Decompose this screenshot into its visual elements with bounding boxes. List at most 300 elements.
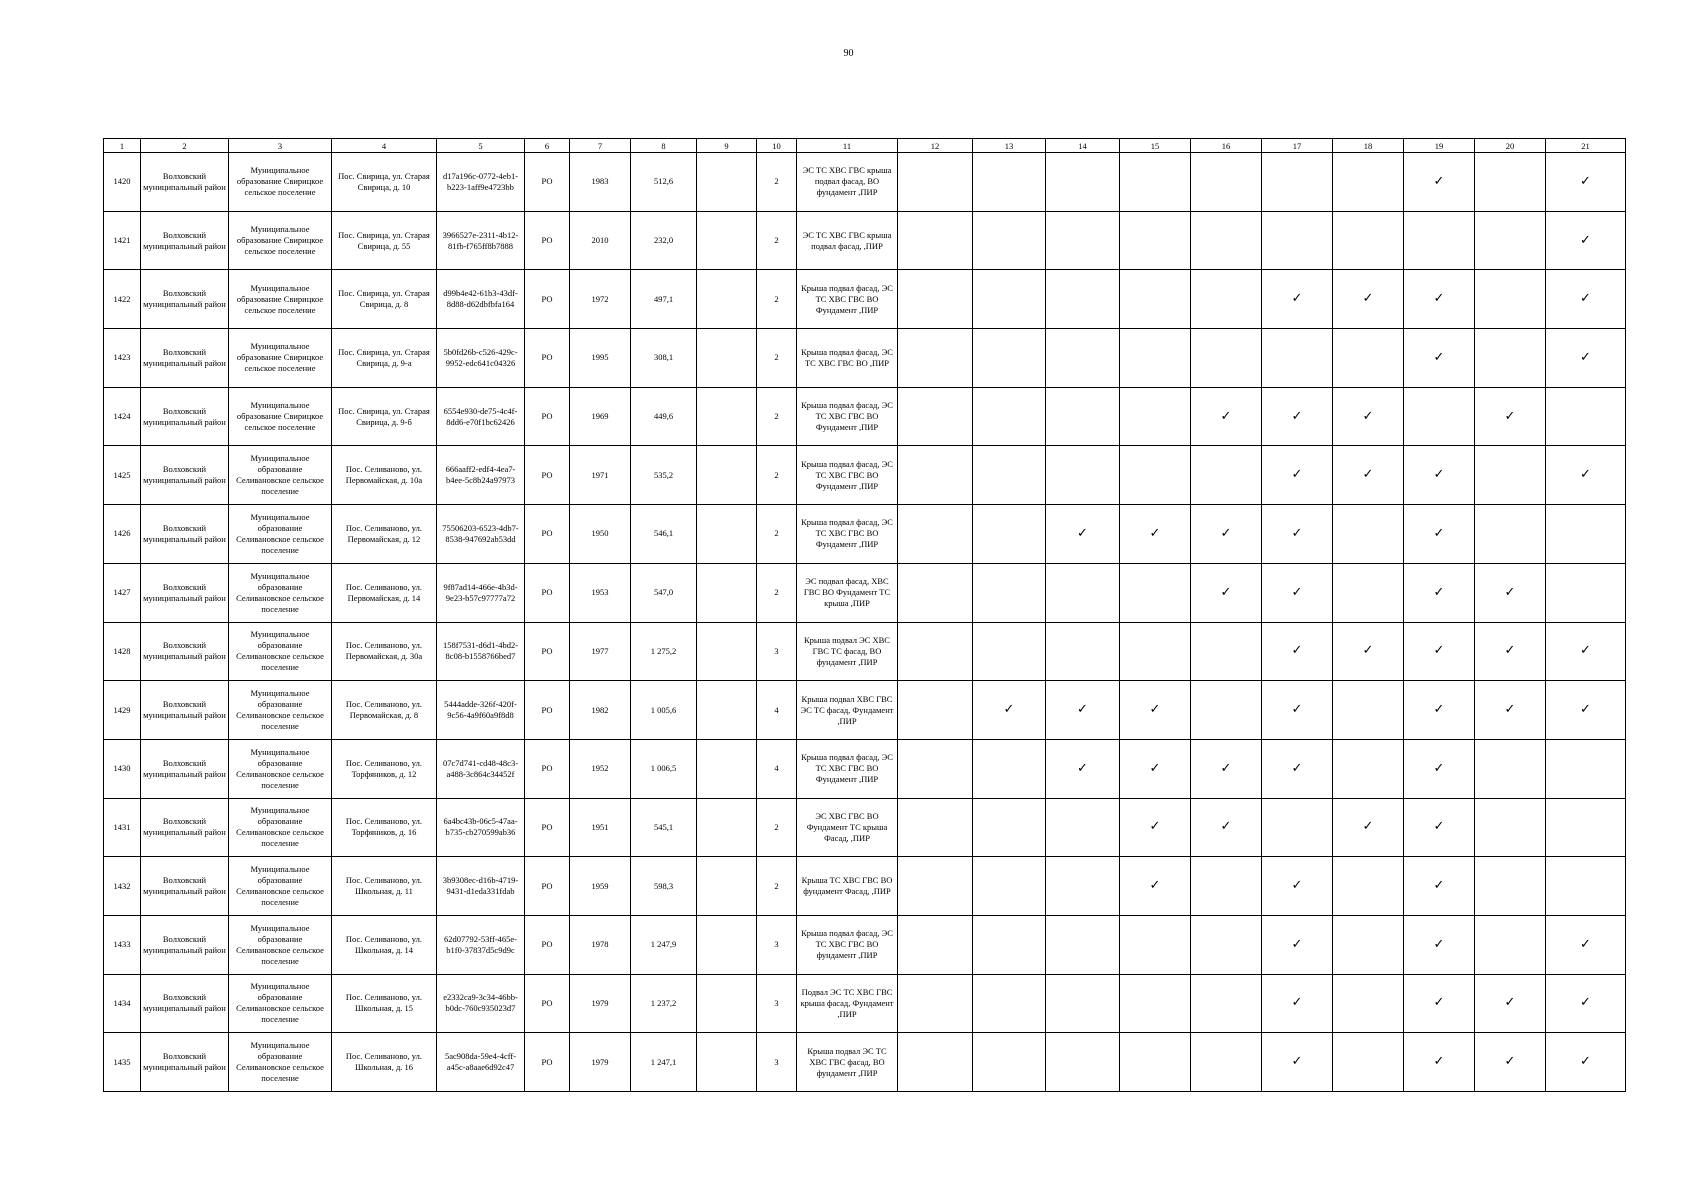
year-cell: 1979 bbox=[570, 974, 631, 1033]
work-column-17-cell bbox=[1262, 387, 1333, 446]
column-9-cell bbox=[697, 505, 757, 564]
column-header: 2 bbox=[141, 139, 229, 153]
work-column-20-cell bbox=[1475, 563, 1546, 622]
work-column-18-cell bbox=[1333, 563, 1404, 622]
row-number-cell: 1427 bbox=[104, 563, 141, 622]
settlement-cell: Муниципальное образование Селивановское сельское поселение bbox=[229, 974, 332, 1033]
type-cell: РО bbox=[525, 270, 570, 329]
district-cell: Волховский муниципальный район bbox=[141, 798, 229, 857]
check-mark-icon: ✓ bbox=[1077, 702, 1088, 718]
column-9-cell bbox=[697, 1033, 757, 1092]
check-mark-icon: ✓ bbox=[1291, 584, 1303, 600]
work-column-14-cell bbox=[1046, 798, 1120, 857]
work-column-14-cell bbox=[1046, 270, 1120, 329]
year-cell: 1950 bbox=[570, 505, 631, 564]
settlement-cell: Муниципальное образование Селивановское сельское поселение bbox=[229, 622, 332, 681]
table-row bbox=[104, 329, 1626, 388]
table-row bbox=[104, 270, 1626, 329]
district-cell: Волховский муниципальный район bbox=[141, 681, 229, 740]
works-cell: Крыша подвал ЭС ТС ХВС ГВС фасад, ВО фундамент ,ПИР bbox=[797, 1033, 898, 1092]
type-cell: РО bbox=[525, 857, 570, 916]
work-column-18-cell bbox=[1333, 681, 1404, 740]
work-column-21-cell bbox=[1546, 329, 1626, 388]
work-column-14-cell bbox=[1046, 739, 1120, 798]
work-column-13-cell bbox=[973, 739, 1046, 798]
column-10-cell: 3 bbox=[757, 622, 797, 681]
work-column-18-cell bbox=[1333, 798, 1404, 857]
work-column-21-cell bbox=[1546, 915, 1626, 974]
column-9-cell bbox=[697, 681, 757, 740]
table-row bbox=[104, 798, 1626, 857]
work-column-17-cell bbox=[1262, 329, 1333, 388]
column-10-cell: 2 bbox=[757, 211, 797, 270]
settlement-cell: Муниципальное образование Свирицкое сельское поселение bbox=[229, 211, 332, 270]
year-cell: 1983 bbox=[570, 153, 631, 212]
row-number-cell: 1431 bbox=[104, 798, 141, 857]
work-column-14-cell bbox=[1046, 446, 1120, 505]
type-cell: РО bbox=[525, 798, 570, 857]
work-column-16-cell bbox=[1191, 329, 1262, 388]
table-body bbox=[104, 153, 1626, 1092]
work-column-13-cell bbox=[973, 563, 1046, 622]
work-column-21-cell bbox=[1546, 739, 1626, 798]
work-column-13-cell bbox=[973, 915, 1046, 974]
work-column-12-cell bbox=[898, 387, 973, 446]
table-row bbox=[104, 739, 1626, 798]
guid-cell: 9f87ad14-466e-4b3d-9e23-b57c97777a72 bbox=[437, 563, 525, 622]
work-column-16-cell bbox=[1191, 974, 1262, 1033]
work-column-13-cell bbox=[973, 1033, 1046, 1092]
column-header: 8 bbox=[631, 139, 697, 153]
work-column-19-cell bbox=[1404, 211, 1475, 270]
work-column-21-cell bbox=[1546, 681, 1626, 740]
works-cell: Крыша подвал фасад, ЭС ТС ХВС ГВС ВО Фундамент ,ПИР bbox=[797, 446, 898, 505]
column-9-cell bbox=[697, 387, 757, 446]
works-cell: Крыша подвал фасад, ЭС ТС ХВС ГВС ВО фундамент ,ПИР bbox=[797, 915, 898, 974]
work-column-16-cell bbox=[1191, 563, 1262, 622]
check-mark-icon: ✓ bbox=[1433, 760, 1445, 776]
work-column-13-cell bbox=[973, 270, 1046, 329]
check-mark-icon: ✓ bbox=[1362, 819, 1374, 835]
settlement-cell: Муниципальное образование Селивановское сельское поселение bbox=[229, 563, 332, 622]
work-column-17-cell bbox=[1262, 681, 1333, 740]
check-mark-icon: ✓ bbox=[1504, 584, 1516, 600]
check-mark-icon: ✓ bbox=[1433, 936, 1445, 952]
check-mark-icon: ✓ bbox=[1580, 349, 1591, 365]
settlement-cell: Муниципальное образование Селивановское сельское поселение bbox=[229, 915, 332, 974]
column-9-cell bbox=[697, 857, 757, 916]
work-column-17-cell bbox=[1262, 974, 1333, 1033]
check-mark-icon: ✓ bbox=[1149, 819, 1161, 835]
column-header: 1 bbox=[104, 139, 141, 153]
work-column-19-cell bbox=[1404, 915, 1475, 974]
work-column-17-cell bbox=[1262, 915, 1333, 974]
check-mark-icon: ✓ bbox=[1220, 525, 1232, 541]
column-header: 6 bbox=[525, 139, 570, 153]
district-cell: Волховский муниципальный район bbox=[141, 505, 229, 564]
check-mark-icon: ✓ bbox=[1580, 173, 1591, 189]
check-mark-icon: ✓ bbox=[1362, 291, 1374, 307]
work-column-20-cell bbox=[1475, 387, 1546, 446]
area-cell: 547,0 bbox=[631, 563, 697, 622]
column-9-cell bbox=[697, 798, 757, 857]
check-mark-icon: ✓ bbox=[1433, 467, 1445, 483]
work-column-21-cell bbox=[1546, 798, 1626, 857]
row-number-cell: 1423 bbox=[104, 329, 141, 388]
guid-cell: 666aaff2-edf4-4ea7-b4ee-5c8b24a97973 bbox=[437, 446, 525, 505]
area-cell: 598,3 bbox=[631, 857, 697, 916]
work-column-17-cell bbox=[1262, 153, 1333, 212]
work-column-18-cell bbox=[1333, 1033, 1404, 1092]
work-column-15-cell bbox=[1120, 329, 1191, 388]
type-cell: РО bbox=[525, 329, 570, 388]
work-column-19-cell bbox=[1404, 563, 1475, 622]
work-column-15-cell bbox=[1120, 1033, 1191, 1092]
district-cell: Волховский муниципальный район bbox=[141, 563, 229, 622]
type-cell: РО bbox=[525, 1033, 570, 1092]
guid-cell: 6a4bc43b-06c5-47aa-b735-cb270599ab36 bbox=[437, 798, 525, 857]
work-column-12-cell bbox=[898, 1033, 973, 1092]
work-column-21-cell bbox=[1546, 857, 1626, 916]
column-9-cell bbox=[697, 915, 757, 974]
work-column-12-cell bbox=[898, 915, 973, 974]
work-column-19-cell bbox=[1404, 270, 1475, 329]
column-10-cell: 3 bbox=[757, 915, 797, 974]
check-mark-icon: ✓ bbox=[1291, 760, 1303, 776]
column-9-cell bbox=[697, 739, 757, 798]
work-column-19-cell bbox=[1404, 505, 1475, 564]
works-cell: Крыша подвал фасад, ЭС ТС ХВС ГВС ВО Фундамент ,ПИР bbox=[797, 505, 898, 564]
work-column-17-cell bbox=[1262, 563, 1333, 622]
guid-cell: 07c7d741-cd48-48c3-a488-3c864c34452f bbox=[437, 739, 525, 798]
work-column-19-cell bbox=[1404, 387, 1475, 446]
area-cell: 535,2 bbox=[631, 446, 697, 505]
guid-cell: 5b0fd26b-c526-429c-9952-edc641c04326 bbox=[437, 329, 525, 388]
year-cell: 1979 bbox=[570, 1033, 631, 1092]
check-mark-icon: ✓ bbox=[1291, 936, 1303, 952]
work-column-17-cell bbox=[1262, 622, 1333, 681]
address-cell: Пос. Селиваново, ул. Школьная, д. 16 bbox=[332, 1033, 437, 1092]
column-header: 4 bbox=[332, 139, 437, 153]
column-9-cell bbox=[697, 974, 757, 1033]
work-column-21-cell bbox=[1546, 974, 1626, 1033]
year-cell: 1951 bbox=[570, 798, 631, 857]
work-column-13-cell bbox=[973, 505, 1046, 564]
work-column-14-cell bbox=[1046, 211, 1120, 270]
district-cell: Волховский муниципальный район bbox=[141, 974, 229, 1033]
column-10-cell: 2 bbox=[757, 153, 797, 212]
area-cell: 512,6 bbox=[631, 153, 697, 212]
works-cell: ЭС подвал фасад, ХВС ГВС ВО Фундамент ТС крыша ,ПИР bbox=[797, 563, 898, 622]
check-mark-icon: ✓ bbox=[1149, 760, 1161, 776]
guid-cell: 5444adde-326f-420f-9c56-4a9f60a9f8d8 bbox=[437, 681, 525, 740]
work-column-19-cell bbox=[1404, 681, 1475, 740]
column-10-cell: 4 bbox=[757, 739, 797, 798]
works-cell: Крыша подвал фасад, ЭС ТС ХВС ГВС ВО ,ПИР bbox=[797, 329, 898, 388]
work-column-14-cell bbox=[1046, 681, 1120, 740]
work-column-14-cell bbox=[1046, 974, 1120, 1033]
check-mark-icon: ✓ bbox=[1291, 525, 1303, 541]
work-column-18-cell bbox=[1333, 974, 1404, 1033]
work-column-20-cell bbox=[1475, 505, 1546, 564]
work-column-20-cell bbox=[1475, 915, 1546, 974]
check-mark-icon: ✓ bbox=[1149, 878, 1161, 894]
column-10-cell: 2 bbox=[757, 446, 797, 505]
work-column-20-cell bbox=[1475, 681, 1546, 740]
work-column-21-cell bbox=[1546, 563, 1626, 622]
work-column-18-cell bbox=[1333, 329, 1404, 388]
column-9-cell bbox=[697, 211, 757, 270]
works-cell: Крыша подвал фасад, ЭС ТС ХВС ГВС ВО Фундамент ,ПИР bbox=[797, 739, 898, 798]
work-column-19-cell bbox=[1404, 1033, 1475, 1092]
work-column-15-cell bbox=[1120, 622, 1191, 681]
type-cell: РО bbox=[525, 681, 570, 740]
work-column-21-cell bbox=[1546, 270, 1626, 329]
work-column-13-cell bbox=[973, 622, 1046, 681]
address-cell: Пос. Свирица, ул. Старая Свирица, д. 9-а bbox=[332, 329, 437, 388]
area-cell: 1 005,6 bbox=[631, 681, 697, 740]
district-cell: Волховский муниципальный район bbox=[141, 1033, 229, 1092]
row-number-cell: 1425 bbox=[104, 446, 141, 505]
work-column-20-cell bbox=[1475, 857, 1546, 916]
column-10-cell: 2 bbox=[757, 270, 797, 329]
header-row bbox=[104, 139, 1626, 153]
work-column-17-cell bbox=[1262, 446, 1333, 505]
column-header: 3 bbox=[229, 139, 332, 153]
works-cell: Крыша ТС ХВС ГВС ВО фундамент Фасад, ,ПИР bbox=[797, 857, 898, 916]
column-header: 15 bbox=[1120, 139, 1191, 153]
check-mark-icon: ✓ bbox=[1504, 643, 1516, 659]
row-number-cell: 1422 bbox=[104, 270, 141, 329]
year-cell: 1995 bbox=[570, 329, 631, 388]
district-cell: Волховский муниципальный район bbox=[141, 211, 229, 270]
work-column-15-cell bbox=[1120, 153, 1191, 212]
work-column-18-cell bbox=[1333, 446, 1404, 505]
work-column-16-cell bbox=[1191, 857, 1262, 916]
work-column-18-cell bbox=[1333, 857, 1404, 916]
row-number-cell: 1428 bbox=[104, 622, 141, 681]
work-column-18-cell bbox=[1333, 270, 1404, 329]
table-row bbox=[104, 622, 1626, 681]
column-header: 16 bbox=[1191, 139, 1262, 153]
row-number-cell: 1432 bbox=[104, 857, 141, 916]
work-column-16-cell bbox=[1191, 446, 1262, 505]
table-row bbox=[104, 446, 1626, 505]
work-column-16-cell bbox=[1191, 798, 1262, 857]
settlement-cell: Муниципальное образование Свирицкое сельское поселение bbox=[229, 270, 332, 329]
check-mark-icon: ✓ bbox=[1220, 760, 1232, 776]
address-cell: Пос. Свирица, ул. Старая Свирица, д. 55 bbox=[332, 211, 437, 270]
district-cell: Волховский муниципальный район bbox=[141, 153, 229, 212]
check-mark-icon: ✓ bbox=[1433, 995, 1445, 1011]
address-cell: Пос. Селиваново, ул. Первомайская, д. 10а bbox=[332, 446, 437, 505]
check-mark-icon: ✓ bbox=[1291, 878, 1303, 894]
column-header: 7 bbox=[570, 139, 631, 153]
work-column-15-cell bbox=[1120, 563, 1191, 622]
year-cell: 1978 bbox=[570, 915, 631, 974]
work-column-18-cell bbox=[1333, 739, 1404, 798]
column-10-cell: 3 bbox=[757, 974, 797, 1033]
year-cell: 1971 bbox=[570, 446, 631, 505]
work-column-16-cell bbox=[1191, 915, 1262, 974]
settlement-cell: Муниципальное образование Селивановское сельское поселение bbox=[229, 857, 332, 916]
check-mark-icon: ✓ bbox=[1433, 173, 1445, 189]
column-header: 17 bbox=[1262, 139, 1333, 153]
guid-cell: 62d07792-53ff-465e-b1f0-37837d5c9d9c bbox=[437, 915, 525, 974]
works-cell: Крыша подвал ЭС ХВС ГВС ТС фасад, ВО фундамент ,ПИР bbox=[797, 622, 898, 681]
work-column-17-cell bbox=[1262, 270, 1333, 329]
address-cell: Пос. Селиваново, ул. Первомайская, д. 12 bbox=[332, 505, 437, 564]
check-mark-icon: ✓ bbox=[1433, 525, 1445, 541]
row-number-cell: 1421 bbox=[104, 211, 141, 270]
table-row bbox=[104, 857, 1626, 916]
column-9-cell bbox=[697, 270, 757, 329]
address-cell: Пос. Селиваново, ул. Первомайская, д. 8 bbox=[332, 681, 437, 740]
check-mark-icon: ✓ bbox=[1291, 467, 1303, 483]
guid-cell: 5ac908da-59e4-4cff-a45c-a8aae6d92c47 bbox=[437, 1033, 525, 1092]
check-mark-icon: ✓ bbox=[1504, 1054, 1516, 1070]
work-column-13-cell bbox=[973, 329, 1046, 388]
check-mark-icon: ✓ bbox=[1433, 584, 1445, 600]
table-row bbox=[104, 974, 1626, 1033]
check-mark-icon: ✓ bbox=[1433, 643, 1445, 659]
check-mark-icon: ✓ bbox=[1220, 584, 1232, 600]
check-mark-icon: ✓ bbox=[1580, 232, 1591, 248]
work-column-20-cell bbox=[1475, 153, 1546, 212]
table-row bbox=[104, 915, 1626, 974]
year-cell: 1972 bbox=[570, 270, 631, 329]
work-column-14-cell bbox=[1046, 563, 1120, 622]
check-mark-icon: ✓ bbox=[1433, 291, 1445, 307]
check-mark-icon: ✓ bbox=[1149, 702, 1161, 718]
work-column-21-cell bbox=[1546, 1033, 1626, 1092]
work-column-17-cell bbox=[1262, 1033, 1333, 1092]
district-cell: Волховский муниципальный район bbox=[141, 857, 229, 916]
guid-cell: 3b9308ec-d16b-4719-9431-d1eda331fdab bbox=[437, 857, 525, 916]
type-cell: РО bbox=[525, 505, 570, 564]
column-header: 12 bbox=[898, 139, 973, 153]
work-column-21-cell bbox=[1546, 211, 1626, 270]
column-10-cell: 2 bbox=[757, 857, 797, 916]
row-number-cell: 1426 bbox=[104, 505, 141, 564]
settlement-cell: Муниципальное образование Селивановское сельское поселение bbox=[229, 505, 332, 564]
register-table bbox=[103, 138, 1626, 1092]
check-mark-icon: ✓ bbox=[1077, 760, 1088, 776]
row-number-cell: 1430 bbox=[104, 739, 141, 798]
work-column-21-cell bbox=[1546, 505, 1626, 564]
area-cell: 1 237,2 bbox=[631, 974, 697, 1033]
row-number-cell: 1420 bbox=[104, 153, 141, 212]
check-mark-icon: ✓ bbox=[1433, 349, 1445, 365]
guid-cell: 6554e930-de75-4c4f-8dd6-e70f1bc62426 bbox=[437, 387, 525, 446]
district-cell: Волховский муниципальный район bbox=[141, 270, 229, 329]
address-cell: Пос. Селиваново, ул. Школьная, д. 11 bbox=[332, 857, 437, 916]
work-column-16-cell bbox=[1191, 153, 1262, 212]
work-column-15-cell bbox=[1120, 270, 1191, 329]
row-number-cell: 1429 bbox=[104, 681, 141, 740]
check-mark-icon: ✓ bbox=[1433, 819, 1445, 835]
area-cell: 1 275,2 bbox=[631, 622, 697, 681]
area-cell: 1 006,5 bbox=[631, 739, 697, 798]
table-row bbox=[104, 563, 1626, 622]
settlement-cell: Муниципальное образование Селивановское сельское поселение bbox=[229, 798, 332, 857]
work-column-20-cell bbox=[1475, 329, 1546, 388]
check-mark-icon: ✓ bbox=[1580, 936, 1591, 952]
work-column-20-cell bbox=[1475, 622, 1546, 681]
work-column-15-cell bbox=[1120, 798, 1191, 857]
guid-cell: 75506203-6523-4db7-8538-947692ab53dd bbox=[437, 505, 525, 564]
work-column-12-cell bbox=[898, 329, 973, 388]
work-column-15-cell bbox=[1120, 387, 1191, 446]
work-column-16-cell bbox=[1191, 622, 1262, 681]
settlement-cell: Муниципальное образование Селивановское сельское поселение bbox=[229, 681, 332, 740]
work-column-21-cell bbox=[1546, 387, 1626, 446]
page-number: 90 bbox=[843, 48, 854, 59]
work-column-16-cell bbox=[1191, 387, 1262, 446]
work-column-12-cell bbox=[898, 446, 973, 505]
work-column-21-cell bbox=[1546, 153, 1626, 212]
column-header: 13 bbox=[973, 139, 1046, 153]
check-mark-icon: ✓ bbox=[1504, 995, 1516, 1011]
work-column-19-cell bbox=[1404, 446, 1475, 505]
type-cell: РО bbox=[525, 387, 570, 446]
area-cell: 497,1 bbox=[631, 270, 697, 329]
work-column-14-cell bbox=[1046, 505, 1120, 564]
check-mark-icon: ✓ bbox=[1291, 643, 1303, 659]
column-10-cell: 2 bbox=[757, 505, 797, 564]
check-mark-icon: ✓ bbox=[1291, 702, 1303, 718]
type-cell: РО bbox=[525, 446, 570, 505]
column-10-cell: 2 bbox=[757, 798, 797, 857]
settlement-cell: Муниципальное образование Селивановское сельское поселение bbox=[229, 739, 332, 798]
work-column-13-cell bbox=[973, 153, 1046, 212]
work-column-13-cell bbox=[973, 387, 1046, 446]
row-number-cell: 1434 bbox=[104, 974, 141, 1033]
table-row bbox=[104, 387, 1626, 446]
area-cell: 546,1 bbox=[631, 505, 697, 564]
work-column-12-cell bbox=[898, 857, 973, 916]
type-cell: РО bbox=[525, 211, 570, 270]
year-cell: 1982 bbox=[570, 681, 631, 740]
work-column-17-cell bbox=[1262, 798, 1333, 857]
work-column-19-cell bbox=[1404, 329, 1475, 388]
district-cell: Волховский муниципальный район bbox=[141, 622, 229, 681]
check-mark-icon: ✓ bbox=[1580, 467, 1591, 483]
guid-cell: d17a196c-0772-4eb1-b223-1aff9e4723bb bbox=[437, 153, 525, 212]
check-mark-icon: ✓ bbox=[1220, 408, 1232, 424]
column-header: 18 bbox=[1333, 139, 1404, 153]
work-column-18-cell bbox=[1333, 211, 1404, 270]
column-header: 14 bbox=[1046, 139, 1120, 153]
work-column-16-cell bbox=[1191, 505, 1262, 564]
works-cell: Крыша подвал фасад, ЭС ТС ХВС ГВС ВО Фундамент ,ПИР bbox=[797, 387, 898, 446]
settlement-cell: Муниципальное образование Свирицкое сельское поселение bbox=[229, 329, 332, 388]
type-cell: РО bbox=[525, 622, 570, 681]
column-10-cell: 2 bbox=[757, 563, 797, 622]
type-cell: РО bbox=[525, 739, 570, 798]
address-cell: Пос. Селиваново, ул. Первомайская, д. 30а bbox=[332, 622, 437, 681]
work-column-17-cell bbox=[1262, 505, 1333, 564]
work-column-14-cell bbox=[1046, 1033, 1120, 1092]
work-column-12-cell bbox=[898, 739, 973, 798]
work-column-20-cell bbox=[1475, 798, 1546, 857]
work-column-16-cell bbox=[1191, 1033, 1262, 1092]
works-cell: ЭС ХВС ГВС ВО Фундамент ТС крыша Фасад, ,ПИР bbox=[797, 798, 898, 857]
table-row bbox=[104, 211, 1626, 270]
work-column-18-cell bbox=[1333, 915, 1404, 974]
year-cell: 1952 bbox=[570, 739, 631, 798]
work-column-12-cell bbox=[898, 798, 973, 857]
